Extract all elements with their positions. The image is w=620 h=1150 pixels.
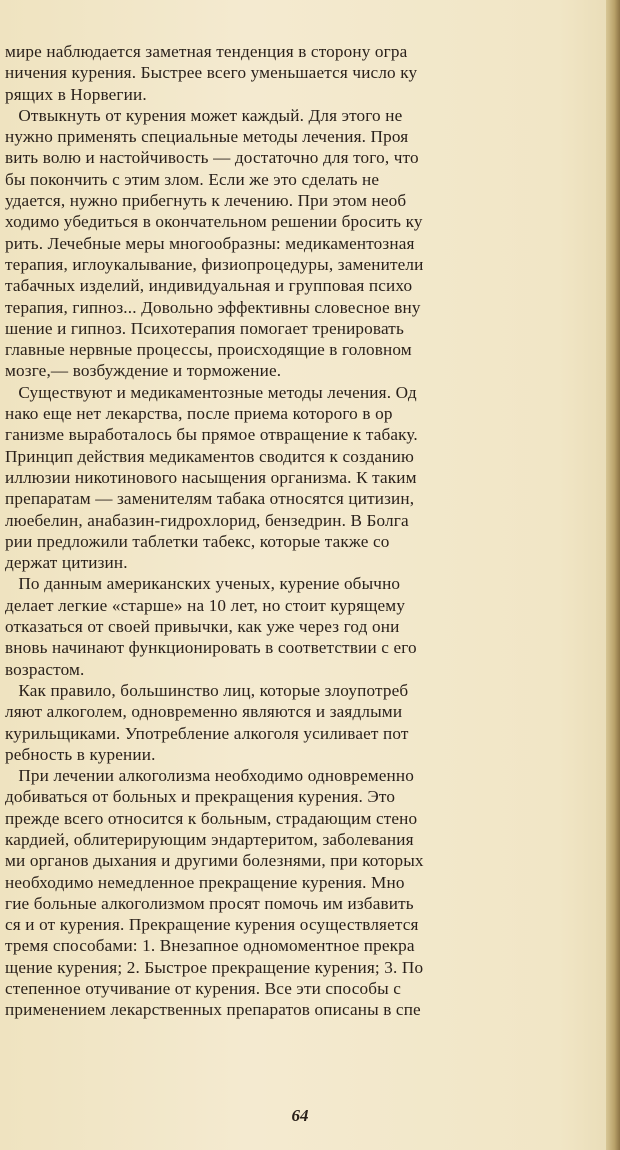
text-line: возрастом. <box>5 659 85 679</box>
text-line: ми органов дыхания и другими болезнями, при которых <box>5 851 424 871</box>
text-line: шение и гипноз. Психотерапия помогает тренировать <box>5 318 404 338</box>
text-line: терапия, гипноз... Довольно эффективны словесное вну <box>5 297 421 317</box>
text-line: По данным американских ученых, курение обычно <box>5 574 401 594</box>
text-line: удается, нужно прибегнуть к лечению. При этом необ <box>5 191 407 211</box>
text-line: ляют алкоголем, одновременно являются и заядлыми <box>5 702 403 722</box>
text-line: главные нервные процессы, происходящие в головном <box>5 340 412 360</box>
text-line: вить волю и настойчивость — достаточно для того, что <box>5 148 419 168</box>
text-line: рящих в Норвегии. <box>5 84 147 104</box>
text-line: мозге,— возбуждение и торможение. <box>5 361 282 381</box>
text-line: применением лекарственных препаратов описаны в спе <box>5 1000 421 1020</box>
text-line: препаратам — заменителям табака относятся цитизин, <box>5 489 415 509</box>
text-line: ребность в курении. <box>5 744 156 764</box>
text-line: ганизме выработалось бы прямое отвращение к табаку. <box>5 425 418 445</box>
text-line: Существуют и медикаментозные методы лечения. Од <box>5 382 417 402</box>
text-line: табачных изделий, индивидуальная и групповая психо <box>5 276 413 296</box>
text-line: люебелин, анабазин-гидрохлорид, бензедрин. В Болга <box>5 510 409 530</box>
text-line: рить. Лечебные меры многообразны: медикаментозная <box>5 233 415 253</box>
text-line: бы покончить с этим злом. Если же это сделать не <box>5 169 380 189</box>
text-line: курильщиками. Употребление алкоголя усиливает пот <box>5 723 409 743</box>
text-line: гие больные алкоголизмом просят помочь им избавить <box>5 893 414 913</box>
text-line: рии предложили таблетки табекс, которые также со <box>5 531 390 551</box>
text-line: щение курения; 2. Быстрое прекращение курения; 3. По <box>5 957 424 977</box>
page-number: 64 <box>291 1106 309 1125</box>
text-line: При лечении алкоголизма необходимо одновременно <box>5 766 414 786</box>
text-line: терапия, иглоукалывание, физиопроцедуры, заменители <box>5 254 424 274</box>
text-line: прежде всего относится к больным, страдающим стено <box>5 808 418 828</box>
text-line: нако еще нет лекарства, после приема которого в ор <box>5 404 393 424</box>
text-line: вновь начинают функционировать в соответствии с его <box>5 638 417 658</box>
text-line: ся и от курения. Прекращение курения осуществляется <box>5 915 419 935</box>
text-line: ходимо убедиться в окончательном решении бросить ку <box>5 212 423 232</box>
page-edge <box>606 0 620 1150</box>
text-line: необходимо немедленное прекращение курения. Мно <box>5 872 405 892</box>
body-text <box>5 41 597 1021</box>
text-line: тремя способами: 1. Внезапное одномоментное прекра <box>5 936 415 956</box>
text-line: ничения курения. Быстрее всего уменьшается число ку <box>5 63 418 83</box>
text-line: делает легкие «старше» на 10 лет, но стоит курящему <box>5 595 406 615</box>
text-line: Как правило, большинство лиц, которые злоупотреб <box>5 680 409 700</box>
text-line: отказаться от своей привычки, как уже через год они <box>5 617 400 637</box>
text-line: нужно применять специальные методы лечения. Проя <box>5 127 409 147</box>
text-line: Отвыкнуть от курения может каждый. Для этого не <box>5 105 403 125</box>
text-line: степенное отучивание от курения. Все эти способы с <box>5 979 402 999</box>
text-line: иллюзии никотинового насыщения организма. К таким <box>5 467 417 487</box>
text-line: держат цитизин. <box>5 553 128 573</box>
text-line: Принцип действия медикаментов сводится к созданию <box>5 446 414 466</box>
text-line: добиваться от больных и прекращения курения. Это <box>5 787 396 807</box>
text-line: кардией, облитерирующим эндартеритом, заболевания <box>5 829 414 849</box>
text-line: мире наблюдается заметная тенденция в сторону огра <box>5 42 408 61</box>
